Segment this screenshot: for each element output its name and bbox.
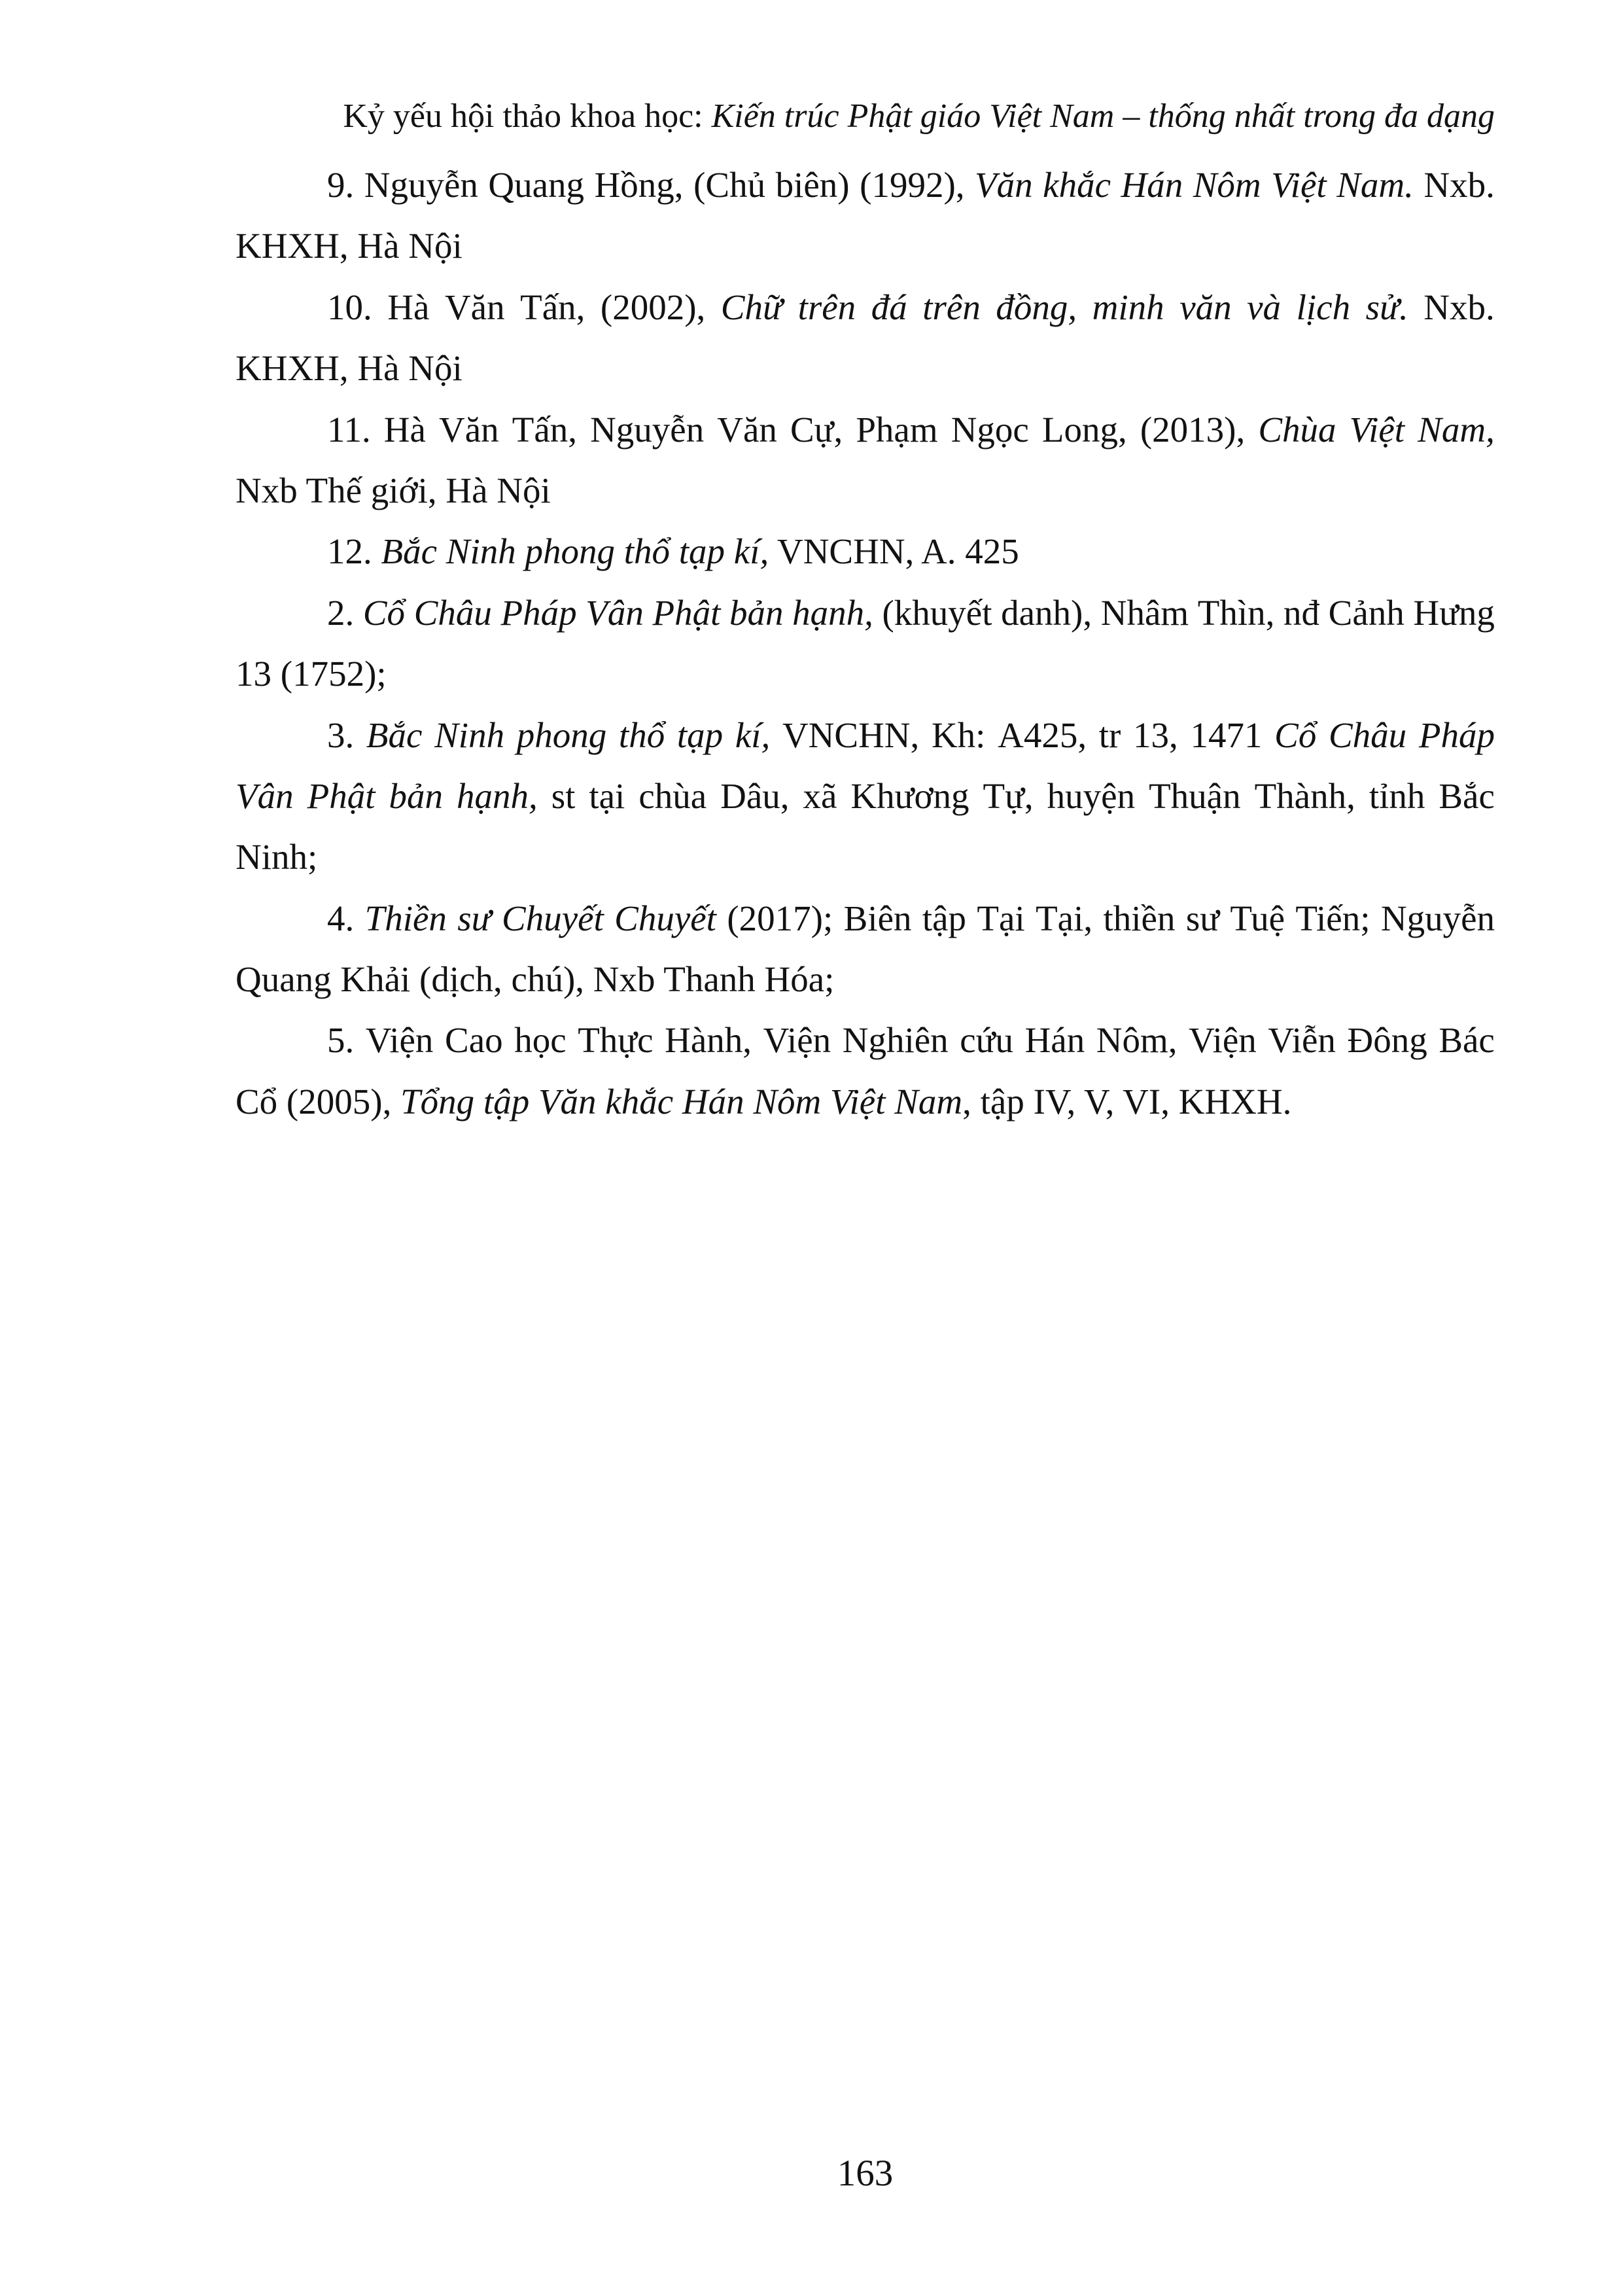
reference-word: Phạm xyxy=(856,409,938,450)
reference-word: Văn xyxy=(439,409,499,450)
reference-word: chùa xyxy=(638,775,707,816)
reference-word: Viện xyxy=(365,1020,434,1061)
reference-word: Pháp xyxy=(1418,715,1495,755)
reference-word: Khương xyxy=(850,775,969,816)
reference-word: và xyxy=(1247,287,1282,327)
reference-word: Hưng xyxy=(1413,592,1495,633)
reference-word: 2. xyxy=(327,592,355,633)
reference-word: Nguyễn xyxy=(590,409,705,450)
reference-word: Tấn, xyxy=(512,409,577,450)
reference-word: st xyxy=(551,775,576,816)
reference-text-segment: KHXH, Hà Nội xyxy=(236,226,462,266)
reference-item xyxy=(236,1010,1495,1132)
reference-word: bản xyxy=(729,592,784,633)
reference-word: Tuệ xyxy=(1230,898,1285,938)
reference-word: nđ xyxy=(1283,592,1320,633)
reference-word: Nguyễn xyxy=(364,165,478,205)
reference-word: Long, xyxy=(1041,409,1127,450)
reference-word: trên xyxy=(922,287,981,327)
reference-word: Cảnh xyxy=(1328,592,1405,633)
reference-word: Hành, xyxy=(665,1020,752,1061)
reference-word: tập xyxy=(922,898,967,938)
reference-word: Tại xyxy=(977,898,1025,938)
reference-word: 13, xyxy=(1133,715,1178,755)
reference-word: xã xyxy=(803,775,837,816)
reference-word: Văn xyxy=(444,287,505,327)
reference-word: Quang xyxy=(488,165,585,205)
reference-text-segment: Cổ (2005), xyxy=(236,1081,401,1122)
reference-word: Bác xyxy=(1439,1020,1495,1061)
reference-word: Cổ xyxy=(362,592,406,633)
reference-word: cứu xyxy=(960,1020,1013,1061)
reference-word: (khuyết xyxy=(882,592,992,633)
reference-word: đá xyxy=(871,287,907,327)
reference-word: Thuận xyxy=(1149,775,1241,816)
reference-word: Thực xyxy=(578,1020,654,1061)
reference-word: Nhâm xyxy=(1100,592,1189,633)
reference-line xyxy=(236,521,1495,582)
reference-word: bản xyxy=(389,775,443,816)
reference-word: Văn xyxy=(975,165,1033,205)
reference-line xyxy=(236,826,1495,887)
reference-word: Nxb. xyxy=(1423,165,1495,205)
reference-line xyxy=(236,460,1495,521)
reference-word: (2002), xyxy=(600,287,706,327)
reference-word: Hồng, xyxy=(594,165,684,205)
reference-word: Chữ xyxy=(720,287,783,327)
reference-word: thổ xyxy=(618,715,665,755)
reference-word: 5. xyxy=(327,1020,355,1061)
reference-word: (2013), xyxy=(1140,409,1246,450)
reference-word: Hà xyxy=(383,409,426,450)
reference-word: Kh: xyxy=(931,715,986,755)
reference-line xyxy=(236,1071,1495,1132)
reference-word: huyện xyxy=(1047,775,1136,816)
reference-word: 10. xyxy=(327,287,372,327)
page-number xyxy=(236,2151,1495,2196)
reference-word: Văn xyxy=(717,409,777,450)
running-header-proceedings-title: Kiến trúc Phật giáo Việt Nam – thống nhất trong đa dạng xyxy=(711,97,1495,135)
reference-item xyxy=(236,888,1495,1010)
reference-text-segment: Ninh; xyxy=(236,837,318,877)
reference-text-segment: VNCHN, A. 425 xyxy=(769,531,1019,572)
reference-word: lịch xyxy=(1296,287,1351,327)
reference-word: Phật xyxy=(652,592,721,633)
reference-word: hạnh, xyxy=(456,775,538,816)
reference-word: (2017); xyxy=(727,898,833,938)
reference-word: Chuyết xyxy=(614,898,716,938)
reference-word: 11. xyxy=(327,409,371,450)
reference-line xyxy=(236,154,1495,215)
page-number-value: 163 xyxy=(837,2153,894,2194)
reference-word: Vân xyxy=(585,592,644,633)
reference-word: A425, xyxy=(998,715,1087,755)
reference-word: 4. xyxy=(327,898,355,938)
reference-item xyxy=(236,521,1495,582)
reference-word: Tại, xyxy=(1036,898,1093,938)
reference-line xyxy=(236,888,1495,949)
reference-word: 1471 xyxy=(1190,715,1263,755)
running-header-prefix: Kỷ yếu hội thảo khoa học: xyxy=(343,97,712,135)
running-header xyxy=(236,96,1495,137)
reference-word: Cổ xyxy=(1274,715,1317,755)
reference-word: minh xyxy=(1092,287,1164,327)
reference-line xyxy=(236,949,1495,1010)
reference-word: sử. xyxy=(1365,287,1408,327)
reference-word: Hà xyxy=(387,287,430,327)
reference-item xyxy=(236,399,1495,521)
reference-word: hạnh, xyxy=(792,592,873,633)
reference-word: Việt xyxy=(1349,409,1405,450)
reference-item xyxy=(236,154,1495,277)
reference-item xyxy=(236,582,1495,705)
reference-word: Tiến; xyxy=(1295,898,1370,938)
reference-word: 9. xyxy=(327,165,355,205)
reference-word: văn xyxy=(1179,287,1232,327)
reference-word: Đông xyxy=(1347,1020,1427,1061)
reference-word: tại xyxy=(589,775,625,816)
reference-word: Cự, xyxy=(790,409,843,450)
reference-word: Nôm, xyxy=(1096,1020,1178,1061)
reference-word: Ninh xyxy=(434,715,505,755)
reference-word: Thành, xyxy=(1254,775,1355,816)
reference-word: 3. xyxy=(327,715,355,755)
reference-word: trên xyxy=(797,287,856,327)
reference-text-segment: Quang Khải (dịch, chú), Nxb Thanh Hóa; xyxy=(236,959,835,1000)
reference-word: phong xyxy=(516,715,607,755)
reference-word: Biên xyxy=(843,898,912,938)
reference-word: sư xyxy=(457,898,491,938)
references-list xyxy=(236,154,1495,1132)
reference-text-segment: KHXH, Hà Nội xyxy=(236,348,462,389)
reference-word: Tự, xyxy=(983,775,1034,816)
reference-word: Nôm xyxy=(1193,165,1261,205)
reference-text-segment: 12. xyxy=(327,531,381,572)
reference-line xyxy=(236,705,1495,766)
reference-word: Chuyết xyxy=(502,898,604,938)
reference-word: Nxb. xyxy=(1423,287,1495,327)
reference-line xyxy=(236,215,1495,276)
reference-word: Hán xyxy=(1121,165,1183,205)
reference-text-segment: Nxb Thế giới, Hà Nội xyxy=(236,470,551,510)
reference-word: Viện xyxy=(1189,1020,1257,1061)
reference-word: (1992), xyxy=(860,165,965,205)
reference-line xyxy=(236,338,1495,398)
reference-word: sư xyxy=(1185,898,1220,938)
reference-word: khắc xyxy=(1043,165,1111,205)
reference-line xyxy=(236,277,1495,338)
reference-word: danh), xyxy=(1001,592,1092,633)
reference-word: Phật xyxy=(307,775,375,816)
reference-line xyxy=(236,643,1495,704)
reference-word: Pháp xyxy=(500,592,577,633)
reference-word: Tấn, xyxy=(520,287,585,327)
reference-word: Nam, xyxy=(1418,409,1495,450)
reference-word: Nam. xyxy=(1336,165,1414,205)
reference-line xyxy=(236,399,1495,460)
reference-text-segment: , tập IV, V, VI, KHXH. xyxy=(962,1081,1292,1122)
reference-word: Nghiên xyxy=(842,1020,949,1061)
reference-word: Châu xyxy=(413,592,492,633)
reference-word: thiền xyxy=(1103,898,1176,938)
reference-word: Viện xyxy=(763,1020,831,1061)
reference-word: Dâu, xyxy=(720,775,790,816)
reference-text-segment: Tổng tập Văn khắc Hán Nôm Việt Nam xyxy=(400,1081,963,1122)
reference-word: Bắc xyxy=(366,715,423,755)
reference-line xyxy=(236,582,1495,643)
reference-word: Viễn xyxy=(1268,1020,1336,1061)
reference-word: đồng, xyxy=(996,287,1077,327)
reference-word: biên) xyxy=(775,165,850,205)
reference-word: Thiền xyxy=(364,898,447,938)
reference-word: Thìn, xyxy=(1197,592,1275,633)
reference-word: kí, xyxy=(735,715,771,755)
reference-line xyxy=(236,766,1495,826)
reference-item xyxy=(236,705,1495,888)
reference-word: Chùa xyxy=(1258,409,1336,450)
reference-word: Bắc xyxy=(1439,775,1495,816)
reference-word: VNCHN, xyxy=(782,715,920,755)
reference-text-segment: 13 (1752); xyxy=(236,654,387,694)
reference-word: học xyxy=(514,1020,567,1061)
reference-word: tr xyxy=(1098,715,1121,755)
reference-word: (Chủ xyxy=(693,165,766,205)
reference-item xyxy=(236,277,1495,399)
reference-line xyxy=(236,1010,1495,1070)
reference-word: Việt xyxy=(1271,165,1327,205)
reference-word: tỉnh xyxy=(1369,775,1425,816)
reference-word: Châu xyxy=(1329,715,1407,755)
reference-word: Hán xyxy=(1024,1020,1085,1061)
reference-word: tạp xyxy=(676,715,724,755)
reference-word: Cao xyxy=(445,1020,503,1061)
reference-word: Vân xyxy=(236,775,294,816)
reference-text-segment: Bắc Ninh phong thổ tạp kí, xyxy=(381,531,769,572)
reference-word: Nguyễn xyxy=(1380,898,1495,938)
reference-word: Ngọc xyxy=(951,409,1029,450)
